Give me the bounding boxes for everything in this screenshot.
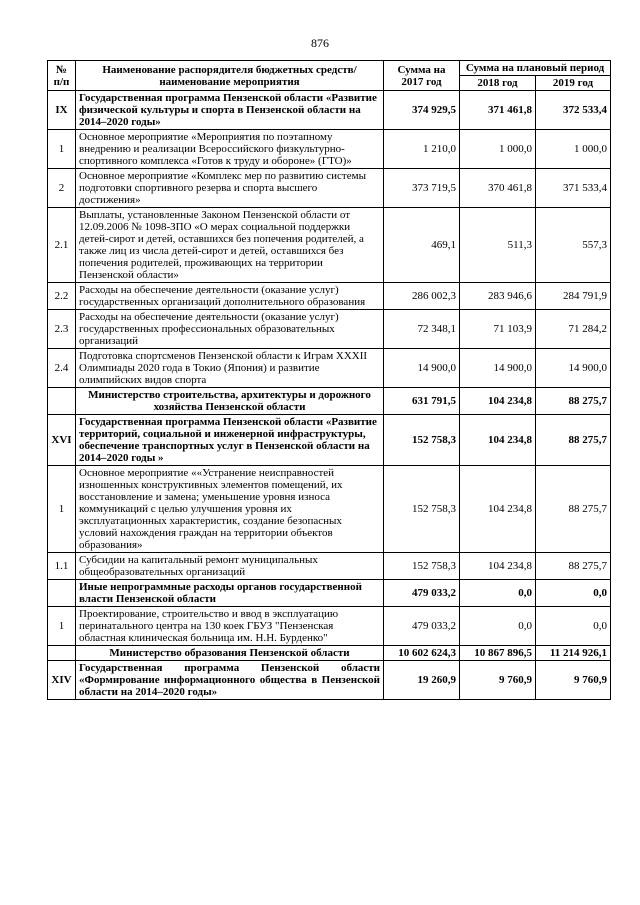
row-number: IX: [48, 91, 76, 130]
row-name: Министерство образования Пензенской области: [76, 646, 384, 661]
row-name: Министерство строительства, архитектуры и дорожного хозяйства Пензенской области: [76, 388, 384, 415]
page-number: 876: [311, 36, 329, 50]
row-name: Основное мероприятие «Мероприятия по поэтапному внедрению и реализации Всероссийского физкультурно-спортивного комплекса «Готов к труду и обороне» (ГТО)»: [76, 130, 384, 169]
row-value-2019: 557,3: [536, 208, 611, 283]
table-row: [48, 646, 611, 661]
row-value-2018: 0,0: [460, 580, 536, 607]
table-row: [48, 208, 611, 283]
row-value-2017: 10 602 624,3: [384, 646, 460, 661]
row-number: 2.2: [48, 283, 76, 310]
table-body: [48, 91, 611, 700]
row-number: [48, 388, 76, 415]
row-number: XVI: [48, 415, 76, 466]
row-value-2019: 88 275,7: [536, 415, 611, 466]
row-value-2018: 104 234,8: [460, 388, 536, 415]
row-value-2018: 0,0: [460, 607, 536, 646]
row-value-2017: 152 758,3: [384, 553, 460, 580]
table-row: [48, 349, 611, 388]
table-row: [48, 607, 611, 646]
table-row: [48, 466, 611, 553]
row-value-2017: 152 758,3: [384, 466, 460, 553]
row-name: Государственная программа Пензенской области «Развитие территорий, социальной и инженерной инфраструктуры, обеспечение транспортных услуг в Пензенской области на 2014–2020 годы »: [76, 415, 384, 466]
row-value-2019: 1 000,0: [536, 130, 611, 169]
row-value-2018: 104 234,8: [460, 553, 536, 580]
header-sum-planned: Сумма на плановый период: [460, 61, 611, 76]
row-value-2018: 370 461,8: [460, 169, 536, 208]
row-value-2018: 9 760,9: [460, 661, 536, 700]
row-name: Проектирование, строительство и ввод в эксплуатацию перинатального центра на 130 коек ГБУЗ "Пензенская областная клиническая больница им. Н.Н. Бурденко": [76, 607, 384, 646]
table-row: [48, 553, 611, 580]
row-value-2017: 1 210,0: [384, 130, 460, 169]
header-year-2019: 2019 год: [536, 76, 611, 91]
row-name: Расходы на обеспечение деятельности (оказание услуг) государственных профессиональных образовательных организаций: [76, 310, 384, 349]
row-value-2018: 1 000,0: [460, 130, 536, 169]
row-value-2018: 104 234,8: [460, 415, 536, 466]
row-name: Основное мероприятие «Комплекс мер по развитию системы подготовки спортивного резерва и спорта высшего достижения»: [76, 169, 384, 208]
header-name: Наименование распорядителя бюджетных средств/ наименование мероприятия: [76, 61, 384, 91]
header-sum-2017: Сумма на 2017 год: [384, 61, 460, 91]
row-number: 1: [48, 466, 76, 553]
table-row: [48, 283, 611, 310]
header-year-2018: 2018 год: [460, 76, 536, 91]
table-row: [48, 580, 611, 607]
row-value-2018: 10 867 896,5: [460, 646, 536, 661]
table-row: [48, 415, 611, 466]
row-value-2019: 371 533,4: [536, 169, 611, 208]
row-number: 2.4: [48, 349, 76, 388]
row-value-2017: 19 260,9: [384, 661, 460, 700]
row-name: Выплаты, установленные Законом Пензенской области от 12.09.2006 № 1098-ЗПО «О мерах социальной поддержки детей-сирот и детей, оставшихся без попечения родителей, а также лиц из числа детей-сирот и детей, оставшихся без попечения родителей, проживающих на территории Пензенской области»: [76, 208, 384, 283]
row-number: [48, 646, 76, 661]
row-value-2017: 374 929,5: [384, 91, 460, 130]
row-number: 2.3: [48, 310, 76, 349]
row-value-2019: 0,0: [536, 580, 611, 607]
row-value-2019: 0,0: [536, 607, 611, 646]
row-value-2018: 283 946,6: [460, 283, 536, 310]
row-name: Подготовка спортсменов Пензенской области к Играм XXXII Олимпиады 2020 года в Токио (Япония) и развитие олимпийских видов спорта: [76, 349, 384, 388]
row-number: XIV: [48, 661, 76, 700]
row-value-2019: 71 284,2: [536, 310, 611, 349]
row-value-2018: 511,3: [460, 208, 536, 283]
row-number: [48, 580, 76, 607]
row-value-2017: 469,1: [384, 208, 460, 283]
row-number: 2: [48, 169, 76, 208]
table-row: [48, 310, 611, 349]
row-number: 2.1: [48, 208, 76, 283]
budget-table: [47, 60, 611, 700]
row-name: Расходы на обеспечение деятельности (оказание услуг) государственных организаций дополнительного образования: [76, 283, 384, 310]
row-value-2018: 371 461,8: [460, 91, 536, 130]
row-value-2018: 104 234,8: [460, 466, 536, 553]
row-number: 1: [48, 130, 76, 169]
row-value-2017: 72 348,1: [384, 310, 460, 349]
table-row: [48, 661, 611, 700]
row-value-2019: 284 791,9: [536, 283, 611, 310]
row-value-2017: 479 033,2: [384, 607, 460, 646]
row-value-2019: 88 275,7: [536, 388, 611, 415]
row-value-2017: 152 758,3: [384, 415, 460, 466]
row-name: Государственная программа Пензенской области «Формирование информационного общества в Пензенской области на 2014–2020 годы»: [76, 661, 384, 700]
row-value-2019: 9 760,9: [536, 661, 611, 700]
table-row: [48, 388, 611, 415]
row-value-2019: 88 275,7: [536, 553, 611, 580]
header-num: № п/п: [48, 61, 76, 91]
row-value-2017: 479 033,2: [384, 580, 460, 607]
table-row: [48, 130, 611, 169]
table-row: [48, 169, 611, 208]
row-name: Государственная программа Пензенской области «Развитие физической культуры и спорта в Пензенской области на 2014–2020 годы»: [76, 91, 384, 130]
row-value-2017: 14 900,0: [384, 349, 460, 388]
row-value-2019: 88 275,7: [536, 466, 611, 553]
row-value-2018: 14 900,0: [460, 349, 536, 388]
header-row: [48, 61, 611, 76]
row-value-2019: 372 533,4: [536, 91, 611, 130]
row-number: 1.1: [48, 553, 76, 580]
row-value-2017: 373 719,5: [384, 169, 460, 208]
row-name: Субсидии на капитальный ремонт муниципальных общеобразовательных организаций: [76, 553, 384, 580]
row-name: Иные непрограммные расходы органов государственной власти Пензенской области: [76, 580, 384, 607]
row-name: Основное мероприятие ««Устранение неисправностей изношенных конструктивных элементов помещений, их восстановление и замена; уменьшение уровня износа коммуникаций с целью улучшения уровня их эксплуатационных характеристик, создание безопасных условий нахождения граждан на территории объектов образования»: [76, 466, 384, 553]
row-value-2019: 11 214 926,1: [536, 646, 611, 661]
row-value-2018: 71 103,9: [460, 310, 536, 349]
row-value-2019: 14 900,0: [536, 349, 611, 388]
row-value-2017: 631 791,5: [384, 388, 460, 415]
row-number: 1: [48, 607, 76, 646]
row-value-2017: 286 002,3: [384, 283, 460, 310]
table-row: [48, 91, 611, 130]
